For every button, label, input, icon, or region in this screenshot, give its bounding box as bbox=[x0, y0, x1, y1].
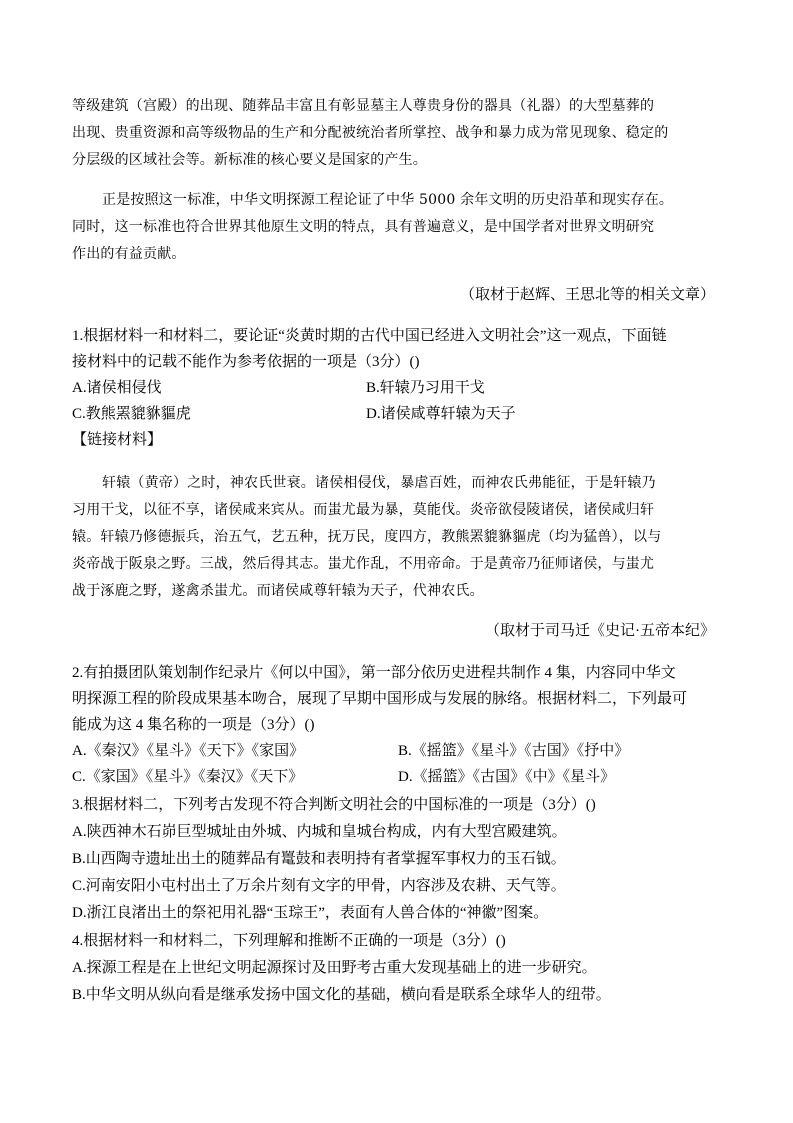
q3-option-c[interactable]: C.河南安阳小屯村出土了万余片刻有文字的甲骨，内容涉及农耕、天气等。 bbox=[72, 878, 566, 894]
q1-option-a[interactable]: A.诸侯相侵伐 bbox=[72, 380, 162, 396]
passage-line-5: 同时，这一标准也符合世界其他原生文明的特点，具有普遍意义，是中国学者对世界文明研究 bbox=[72, 219, 655, 235]
link-line-4: 炎帝战于阪泉之野。三战，然后得其志。蚩尤作乱，不用帝命。于是黄帝乃征师诸侯，与蚩尤 bbox=[72, 556, 655, 572]
link-line-3: 辕。轩辕乃修德振兵，治五气，艺五种，抚万民，度四方，教熊罴貔貅貙虎（均为猛兽），以与 bbox=[72, 529, 662, 545]
passage-line-3: 分层级的区域社会等。新标准的核心要义是国家的产生。 bbox=[72, 152, 427, 168]
q4-option-a[interactable]: A.探源工程是在上世纪文明起源探讨及田野考古重大发现基础上的进一步研究。 bbox=[72, 960, 597, 976]
q1-option-c[interactable]: C.教熊罴貔貅貙虎 bbox=[72, 406, 191, 422]
link-material-heading: 【链接材料】 bbox=[72, 432, 163, 448]
q3-option-b[interactable]: B.山西陶寺遗址出土的随葬品有鼍鼓和表明持有者掌握军事权力的玉石钺。 bbox=[72, 851, 566, 867]
q2-option-c[interactable]: C.《家国》《星斗》《秦汉》《天下》 bbox=[72, 769, 304, 785]
passage-line-4: 正是按照这一标准，中华文明探源工程论证了中华 5000 余年文明的历史沿革和现实存在。 bbox=[102, 192, 674, 208]
q3-stem: 3.根据材料二，下列考古发现不符合判断文明社会的中国标准的一项是（3分）() bbox=[72, 797, 596, 813]
passage-line-1: 等级建筑（宫殿）的出现、随葬品丰富且有彰显墓主人尊贵身份的器具（礼器）的大型墓葬的 bbox=[72, 98, 655, 114]
passage-line-2: 出现、贵重资源和高等级物品的生产和分配被统治者所掌控、战争和暴力成为常见现象、稳定的 bbox=[72, 125, 669, 141]
q4-option-b[interactable]: B.中华文明从纵向看是继承发扬中国文化的基础，横向看是联系全球华人的纽带。 bbox=[72, 987, 611, 1003]
passage-source: （取材于赵辉、王思北等的相关文章） bbox=[459, 287, 715, 303]
q2-stem-line-3: 能成为这 4 集名称的一项是（3分）() bbox=[72, 717, 315, 733]
q2-option-b[interactable]: B.《摇篮》《星斗》《古国》《抒中》 bbox=[398, 743, 630, 759]
q2-option-a[interactable]: A.《秦汉》《星斗》《天下》《家国》 bbox=[72, 743, 305, 759]
q3-option-a[interactable]: A.陕西神木石峁巨型城址由外城、内城和皇城台构成，内有大型宫殿建筑。 bbox=[72, 824, 567, 840]
q4-stem: 4.根据材料一和材料二，下列理解和推断不正确的一项是（3分）() bbox=[72, 933, 506, 949]
passage-line-6: 作出的有益贡献。 bbox=[72, 246, 186, 262]
q1-option-d[interactable]: D.诸侯咸尊轩辕为天子 bbox=[366, 406, 516, 422]
q2-option-d[interactable]: D.《摇篮》《古国》《中》《星斗》 bbox=[398, 769, 616, 785]
q2-stem-line-2: 明探源工程的阶段成果基本吻合，展现了早期中国形成与发展的脉络。根据材料二，下列最可 bbox=[72, 691, 688, 707]
link-line-2: 习用干戈，以征不享，诸侯咸来宾从。而蚩尤最为暴，莫能伐。炎帝欲侵陵诸侯，诸侯咸归轩 bbox=[72, 502, 655, 518]
q1-stem-line-1: 1.根据材料一和材料二，要论证“炎黄时期的古代中国已经进入文明社会”这一观点，下面链 bbox=[72, 328, 667, 344]
link-line-5: 战于涿鹿之野，遂禽杀蚩尤。而诸侯咸尊轩辕为天子，代神农氏。 bbox=[72, 583, 484, 599]
q3-option-d[interactable]: D.浙江良渚出土的祭祀用礼器“玉琮王”，表面有人兽合体的“神徽”图案。 bbox=[72, 905, 549, 921]
link-source: （取材于司马迁《史记·五帝本纪》 bbox=[485, 623, 715, 639]
q2-stem-line-1: 2.有拍摄团队策划制作纪录片《何以中国》，第一部分依历史进程共制作 4 集，内容同中华文 bbox=[72, 665, 676, 681]
q1-option-b[interactable]: B.轩辕乃习用干戈 bbox=[366, 380, 485, 396]
link-line-1: 轩辕（黄帝）之时，神农氏世衰。诸侯相侵伐，暴虐百姓，而神农氏弗能征，于是轩辕乃 bbox=[102, 475, 656, 491]
q1-stem-line-2: 接材料中的记载不能作为参考依据的一项是（3分）() bbox=[72, 354, 420, 370]
